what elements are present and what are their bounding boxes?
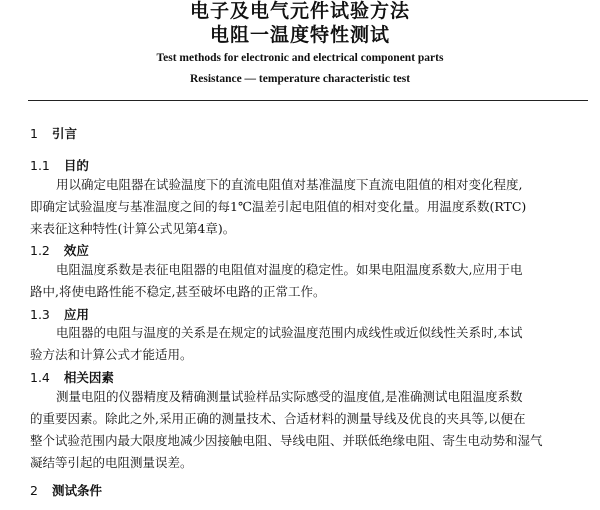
paragraph-1-4 [30, 386, 576, 474]
paragraph-line: 即确定试验温度与基准温度之间的每1℃温差引起电阻值的相对变化量。用温度系数(RTC) [30, 199, 527, 214]
section-heading-2 [30, 481, 102, 499]
subsection-label: 效应 [63, 243, 89, 258]
title-english-line-1: Test methods for electronic and electrical component parts [156, 52, 444, 64]
paragraph-line: 整个试验范围内最大限度地减少因接触电阻、导线电阻、并联低绝缘电阻、寄生电动势和湿气 [30, 433, 543, 448]
subsection-label: 应用 [63, 307, 89, 322]
paragraph-1-3 [30, 322, 576, 366]
paragraph-line: 凝结等引起的电阻测量误差。 [30, 455, 193, 470]
paragraph-1-2 [30, 259, 576, 303]
paragraph-line: 来表征这种特性(计算公式见第4章)。 [30, 221, 236, 236]
subsection-heading-1-1 [30, 156, 89, 174]
title-chinese-line-2: 电阻一温度特性测试 [209, 24, 390, 46]
subsection-number: 1.1 [30, 158, 50, 173]
subsection-number: 1.2 [30, 243, 50, 258]
section-heading-1 [30, 124, 77, 142]
title-divider [28, 100, 588, 101]
paragraph-line: 的重要因素。除此之外,采用正确的测量技术、合适材料的测量导线及优良的夹具等,以便在 [30, 411, 526, 426]
paragraph-line: 验方法和计算公式才能适用。 [30, 347, 193, 362]
section-number: 2 [30, 483, 38, 498]
subsection-number: 1.3 [30, 307, 50, 322]
paragraph-line: 电阻温度系数是表征电阻器的电阻值对温度的稳定性。如果电阻温度系数大,应用于电 [56, 262, 523, 277]
subsection-heading-1-4 [30, 368, 114, 386]
subsection-label: 相关因素 [63, 370, 114, 385]
paragraph-line: 电阻器的电阻与温度的关系是在规定的试验温度范围内成线性或近似线性关系时,本试 [56, 325, 523, 340]
title-english-line-2: Resistance — temperature characteristic test [189, 73, 411, 85]
paragraph-1-1 [30, 174, 576, 240]
subsection-heading-1-2 [30, 241, 89, 259]
title-chinese-line-1: 电子及电气元件试验方法 [189, 0, 410, 22]
section-number: 1 [30, 126, 38, 141]
subsection-heading-1-3 [30, 305, 89, 323]
paragraph-line: 用以确定电阻器在试验温度下的直流电阻值对基准温度下直流电阻值的相对变化程度, [56, 177, 523, 192]
subsection-number: 1.4 [30, 370, 50, 385]
subsection-label: 目的 [63, 158, 89, 173]
paragraph-line: 测量电阻的仪器精度及精确测量试验样品实际感受的温度值,是准确测试电阻温度系数 [56, 389, 523, 404]
paragraph-line: 路中,将使电路性能不稳定,甚至破坏电路的正常工作。 [30, 284, 326, 299]
section-label: 引言 [51, 126, 77, 141]
section-label: 测试条件 [51, 483, 102, 498]
